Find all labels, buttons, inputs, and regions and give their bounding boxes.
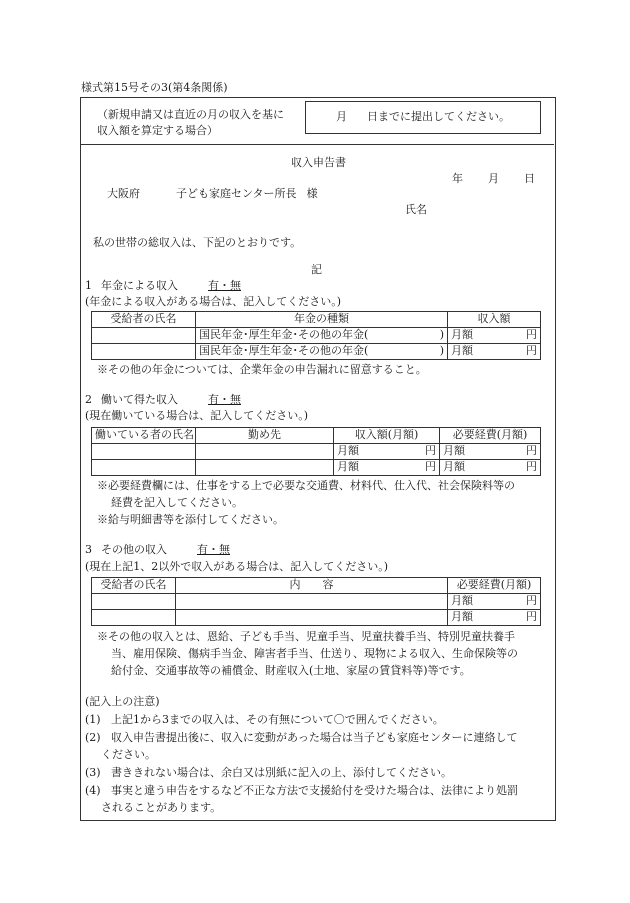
worker-name-cell[interactable] (92, 444, 196, 460)
pension-type-cell[interactable] (196, 328, 448, 344)
pension-table-header (92, 312, 541, 328)
expense-label: 月額 (443, 444, 465, 458)
section1-heading (85, 279, 241, 294)
section2-num: 2 (85, 393, 92, 406)
employer-cell[interactable] (196, 460, 334, 476)
section2-heading (85, 393, 241, 408)
section2-remark1-line2: 経費を記入してください。 (111, 496, 243, 509)
caution-num: (2) (85, 731, 101, 744)
table-row (92, 328, 541, 344)
header-divider (81, 144, 554, 145)
section3-remark-line3: 給付金、交通事故等の補償金、財産収入(土地、家屋の賃貸料等)等です。 (111, 664, 471, 677)
header-employer: 勤め先 (196, 428, 334, 444)
pension-table (91, 311, 541, 360)
pension-kind-close: ) (439, 328, 444, 342)
content-cell[interactable] (176, 594, 448, 610)
yen-unit: 円 (425, 460, 436, 474)
yen-unit: 円 (526, 460, 537, 474)
addressee-honorific: 様 (306, 187, 318, 200)
caution-item-4 (85, 782, 518, 799)
date-day: 日 (524, 172, 535, 185)
yen-unit: 円 (526, 344, 537, 358)
form-title: 収入申告書 (291, 156, 346, 169)
caution-item-2-cont: ください。 (101, 748, 156, 761)
pension-kind-close: ) (439, 344, 444, 358)
content-cell[interactable] (176, 610, 448, 626)
header-worker-name: 働いている者の氏名 (92, 428, 196, 444)
date-month: 月 (488, 172, 499, 185)
statement: 私の世帯の総収入は、下記のとおりです。 (93, 236, 302, 249)
income-amount-cell[interactable] (448, 328, 541, 344)
caution-item-4-cont: されることがあります。 (101, 801, 222, 814)
worker-name-cell[interactable] (92, 460, 196, 476)
section3-heading (85, 543, 230, 558)
header-recipient-name: 受給者の氏名 (92, 312, 196, 328)
yen-unit: 円 (425, 444, 436, 458)
header-monthly-expense: 必要経費(月額) (440, 428, 541, 444)
section2-remark2: ※給与明細書等を添付してください。 (97, 513, 284, 526)
monthly-income-cell[interactable] (334, 444, 440, 460)
section3-title: その他の収入 (101, 543, 167, 556)
section1-note: (年金による収入がある場合は、記入してください。) (85, 295, 342, 308)
sub-note-line1: （新規申請又は直近の月の収入を基に (97, 108, 284, 121)
section1-remark: ※その他の年金については、企業年金の申告漏れに留意すること。 (97, 363, 427, 376)
table-row (92, 444, 541, 460)
amount-label: 月額 (337, 460, 359, 474)
caution-num: (3) (85, 766, 101, 779)
header-content: 内 容 (176, 578, 448, 594)
section3-yes-no[interactable]: 有・無 (197, 543, 230, 556)
table-row (92, 460, 541, 476)
caution-text: 上記1から3までの収入は、その有無について〇で囲んでください。 (111, 713, 444, 726)
monthly-expense-cell[interactable] (440, 444, 541, 460)
work-income-table (91, 427, 541, 476)
cautions-title: (記入上の注意) (85, 695, 160, 708)
expense-label: 月額 (443, 460, 465, 474)
amount-label: 月額 (451, 344, 473, 358)
ki-heading: 記 (311, 263, 322, 276)
caution-item-1 (85, 711, 444, 728)
section2-title: 働いて得た収入 (101, 393, 178, 406)
yen-unit: 円 (526, 610, 537, 624)
caution-text: 事実と違う申告をするなど不正な方法で支援給付を受けた場合は、法律により処罰 (111, 784, 518, 797)
caution-text: 書ききれない場合は、余白又は別紙に記入の上、添付してください。 (111, 766, 452, 779)
expense-label: 月額 (451, 594, 473, 608)
name-label: 氏名 (405, 203, 427, 216)
amount-label: 月額 (337, 444, 359, 458)
table-row (92, 594, 541, 610)
recipient-name-cell[interactable] (92, 594, 176, 610)
monthly-income-cell[interactable] (334, 460, 440, 476)
header-pension-type: 年金の種類 (196, 312, 448, 328)
sub-note-line2: 収入額を算定する場合） (97, 124, 218, 137)
yen-unit: 円 (526, 594, 537, 608)
pension-kind-text: 国民年金･厚生年金･その他の年金( (199, 328, 369, 342)
expense-label: 月額 (451, 610, 473, 624)
deadline-box[interactable] (305, 101, 541, 134)
pension-type-cell[interactable] (196, 344, 448, 360)
section3-num: 3 (85, 543, 92, 556)
addressee-office: 子ども家庭センター所長 (176, 187, 297, 200)
header-recipient-name: 受給者の氏名 (92, 578, 176, 594)
form-number: 様式第15号その3(第4条関係) (81, 81, 228, 94)
table-row (92, 344, 541, 360)
section1-yes-no[interactable]: 有・無 (208, 279, 241, 292)
section2-remark1-line1: ※必要経費欄には、仕事をする上で必要な交通費、材料代、仕入代、社会保険料等の (97, 479, 515, 492)
deadline-month: 月 (336, 110, 347, 124)
caution-item-2 (85, 729, 517, 746)
yen-unit: 円 (526, 328, 537, 342)
yen-unit: 円 (526, 444, 537, 458)
sub-note (97, 107, 284, 139)
header-monthly-income: 収入額(月額) (334, 428, 440, 444)
section3-remark-line1: ※その他の収入とは、恩給、子ども手当、児童手当、児童扶養手当、特別児童扶養手 (97, 630, 515, 643)
section1-num: 1 (85, 279, 92, 292)
other-table-header (92, 578, 541, 594)
work-table-header (92, 428, 541, 444)
monthly-expense-cell[interactable] (448, 594, 541, 610)
section1-title: 年金による収入 (101, 279, 178, 292)
caution-text: 収入申告書提出後に、収入に変動があった場合は当子ども家庭センターに連絡して (111, 731, 518, 744)
table-row (92, 610, 541, 626)
monthly-expense-cell[interactable] (448, 610, 541, 626)
section3-note: (現在上記1、2以外で収入がある場合は、記入してください。) (85, 560, 389, 573)
addressee-pref: 大阪府 (107, 187, 140, 200)
income-amount-cell[interactable] (448, 344, 541, 360)
caution-num: (1) (85, 713, 101, 726)
monthly-expense-cell[interactable] (440, 460, 541, 476)
other-income-table (91, 577, 541, 626)
addressee (107, 187, 318, 202)
recipient-name-cell[interactable] (92, 610, 176, 626)
employer-cell[interactable] (196, 444, 334, 460)
section2-note: (現在働いている場合は、記入してください。) (85, 409, 309, 422)
recipient-name-cell[interactable] (92, 344, 196, 360)
recipient-name-cell[interactable] (92, 328, 196, 344)
caution-item-3 (85, 764, 452, 781)
amount-label: 月額 (451, 328, 473, 342)
header-monthly-expense: 必要経費(月額) (448, 578, 541, 594)
section2-yes-no[interactable]: 有・無 (208, 393, 241, 406)
header-income-amount: 収入額 (448, 312, 541, 328)
deadline-text: 日までに提出してください。 (367, 110, 510, 124)
section3-remark-line2: 当、雇用保険、傷病手当金、障害者手当、仕送り、現物による収入、生命保険等の (111, 647, 518, 660)
date-year: 年 (452, 172, 463, 185)
date-row[interactable] (452, 172, 535, 187)
pension-kind-text: 国民年金･厚生年金･その他の年金( (199, 344, 369, 358)
caution-num: (4) (85, 784, 101, 797)
